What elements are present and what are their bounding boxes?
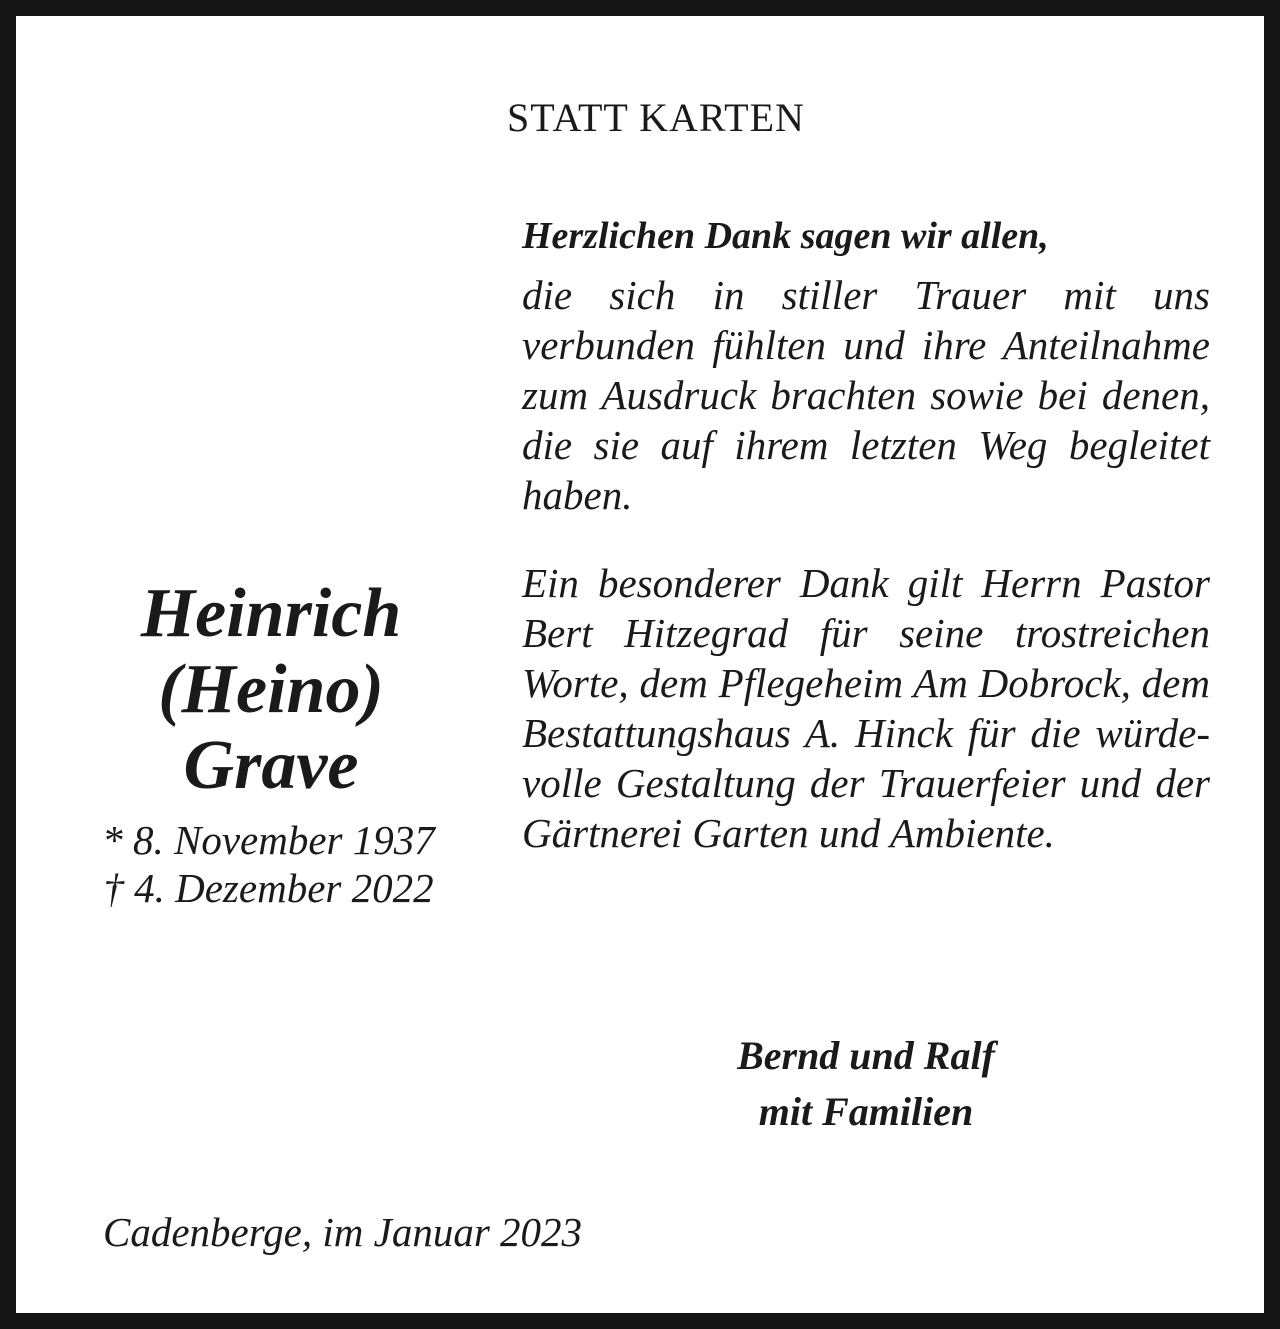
thanks-lead: Herzlichen Dank sagen wir allen, [522, 215, 1049, 257]
thanks-paragraph-2: Ein besonderer Dank gilt Herrn Pastor Bert Hitzegrad für seine trostreichen Worte, dem Pflegeheim Am Dobrock, dem Bestattungshaus A. Hinck für die würdevolle Gestaltung der Trauerfeier und der Gärtnerei Garten und Ambiente. [522, 560, 1210, 856]
thanks-paragraph-1: die sich in stiller Trauer mit uns verbunden fühlten und ihre Anteilnahme zum Ausdruck brachten sowie bei denen, die sie auf ihrem letzten Weg begleitet haben. [522, 272, 1210, 518]
deceased-name [76, 576, 466, 804]
place-and-date: Cadenberge, im Januar 2023 [103, 1209, 583, 1255]
name-line-surname: Grave [183, 727, 359, 804]
death-date: † 4. Dezember 2022 [103, 865, 434, 911]
birth-date: * 8. November 1937 [102, 817, 435, 863]
signature-line-1: Bernd und Ralf [737, 1033, 995, 1078]
thanks-message [522, 206, 1210, 858]
name-line-nickname: (Heino) [158, 651, 384, 728]
life-dates [71, 816, 466, 912]
signature [576, 1028, 1156, 1140]
name-line-first: Heinrich [140, 575, 402, 652]
header-statt-karten: STATT KARTEN [507, 95, 805, 140]
signature-line-2: mit Familien [758, 1089, 974, 1134]
